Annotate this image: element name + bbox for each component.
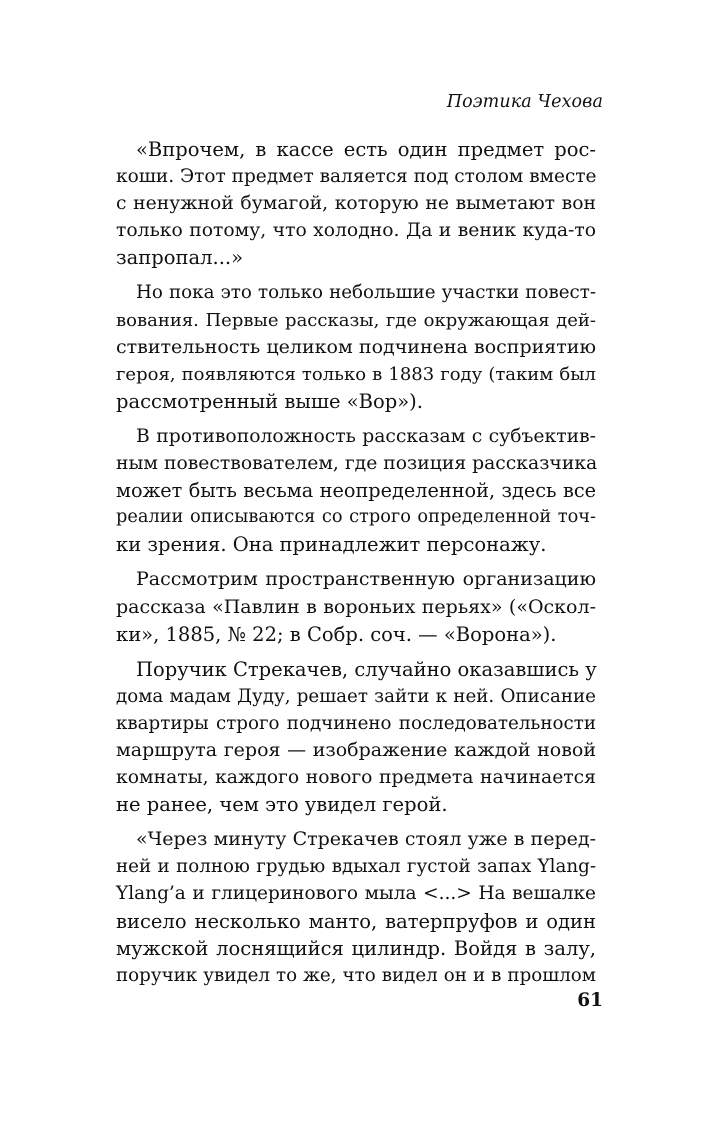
- text-line: только потому, что холодно. Да и веник куда-то: [116, 220, 596, 242]
- text-line: с ненужной бумагой, которую не выметают вон: [116, 193, 596, 215]
- text-line: мужской лоснящийся цилиндр. Войдя в залу,: [116, 936, 596, 960]
- text-line: комнаты, каждого нового предмета начинается: [116, 767, 596, 789]
- text-line: рассказа «Павлин в вороньих перьях» («Оскол-: [116, 595, 596, 618]
- text-line: запропал...»: [116, 246, 244, 270]
- text-line: реалии описываются со строго определенной точ-: [116, 507, 596, 528]
- text-line: Но пока это только небольшие участки повест-: [136, 282, 596, 304]
- paragraph: [116, 566, 596, 647]
- body-text: [116, 136, 596, 997]
- text-line: Рассмотрим пространственную организацию: [136, 568, 596, 591]
- text-line: коши. Этот предмет валяется под столом вместе: [116, 166, 597, 188]
- paragraph: [116, 423, 596, 558]
- text-line: «Через минуту Стрекачев стоял уже в перед-: [136, 828, 596, 851]
- paragraph: [116, 656, 596, 819]
- text-line: рассмотренный выше «Вор»).: [116, 389, 423, 413]
- text-line: вования. Первые рассказы, где окружающая дей-: [116, 309, 596, 331]
- text-line: ки», 1885, № 22; в Собр. соч. — «Ворона»).: [116, 622, 557, 646]
- paragraph: [116, 279, 596, 414]
- text-line: Ylang’а и глицеринового мыла <...> На вешалке: [116, 883, 596, 905]
- text-line: не ранее, чем это увидел герой.: [116, 793, 448, 817]
- text-line: может быть весьма неопределенной, здесь все: [116, 479, 596, 503]
- text-line: маршрута героя — изображение каждой новой: [116, 738, 596, 761]
- paragraph: [116, 136, 596, 271]
- page-number: 61: [577, 990, 603, 1011]
- text-line: героя, появляются только в 1883 году (таким был: [116, 363, 596, 385]
- paragraph: [116, 826, 596, 989]
- text-line: ки зрения. Она принадлежит персонажу.: [116, 533, 547, 557]
- text-line: ней и полною грудью вдыхал густой запах Ylang-: [116, 856, 596, 878]
- text-line: дома мадам Дуду, решает зайти к ней. Описание: [116, 685, 596, 707]
- text-line: ным повествователем, где позиция рассказчика: [116, 453, 598, 475]
- running-head: Поэтика Чехова: [446, 92, 603, 112]
- text-line: Поручик Стрекачев, случайно оказавшись у: [136, 657, 597, 681]
- text-line: квартиры строго подчинено последовательности: [116, 712, 596, 734]
- text-line: «Впрочем, в кассе есть один предмет рос-: [136, 138, 596, 161]
- text-line: висело несколько манто, ватерпруфов и один: [116, 909, 596, 933]
- text-line: поручик увидел то же, что видел он и в прошлом: [116, 964, 596, 986]
- text-line: В противоположность рассказам с субъектив-: [136, 425, 596, 447]
- text-line: ствительность целиком подчинена восприятию: [116, 335, 596, 358]
